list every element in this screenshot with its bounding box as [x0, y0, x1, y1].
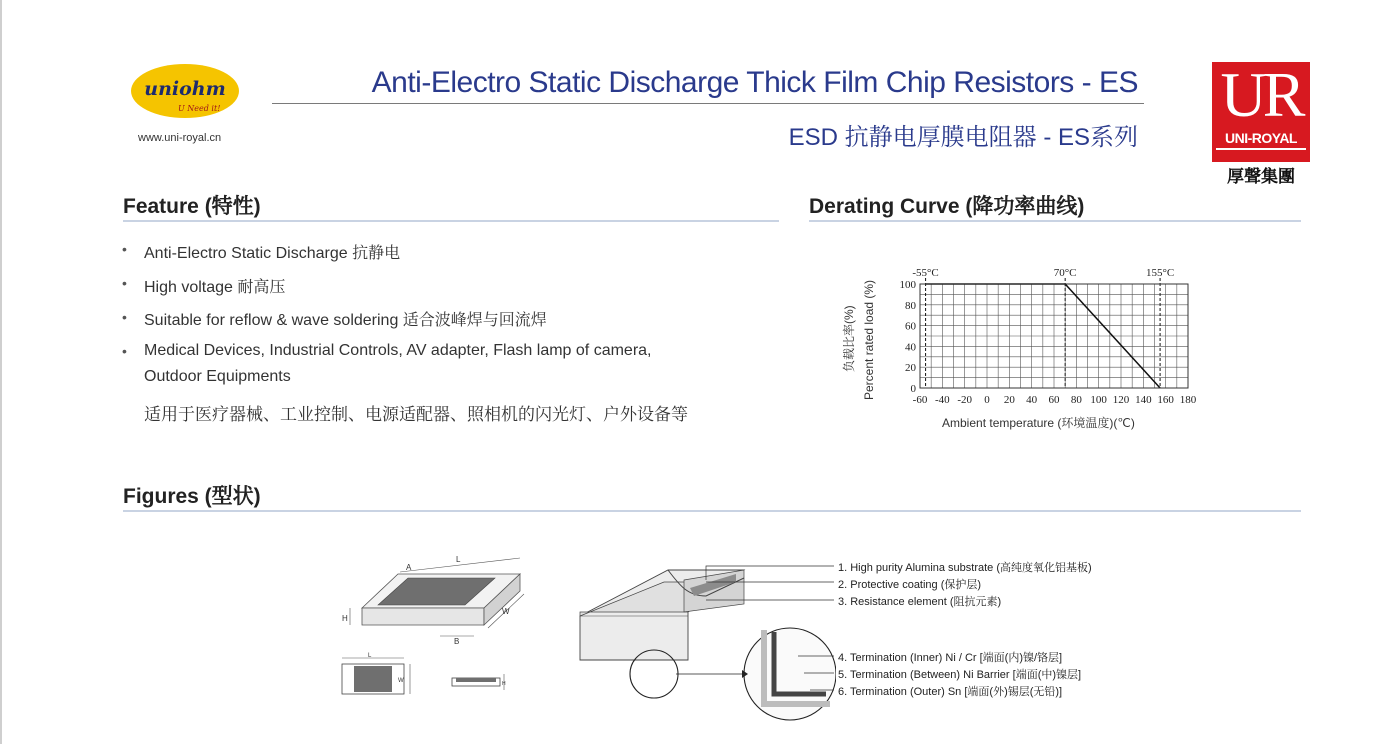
chip-top-and-side-views [336, 652, 516, 700]
chart-xlabel: Ambient temperature (环境温度)(℃) [942, 416, 1135, 430]
ur-logo-brand: UNI-ROYAL [1225, 130, 1297, 146]
x-tick-label: 120 [1112, 394, 1130, 406]
feature-item: High voltage 耐高压 [144, 279, 286, 296]
x-tick-label: -40 [934, 394, 950, 406]
chart-ylabel-cn: 负载比率(%) [842, 305, 856, 372]
website-url[interactable]: www.uni-royal.cn [138, 132, 222, 144]
x-tick-label: 0 [984, 394, 990, 406]
chart-grid [920, 284, 1188, 388]
x-tick-label: 40 [1026, 394, 1038, 406]
ur-logo-underline [1216, 148, 1306, 150]
x-tick-label: 140 [1135, 394, 1152, 406]
feature-item: Anti-Electro Static Discharge 抗静电 [144, 245, 401, 262]
derating-chart [890, 262, 1210, 414]
figure-legend-item: 3. Resistance element (阻抗元素) [838, 596, 1002, 608]
y-tick-label: 40 [905, 341, 916, 354]
chart-top-label: -55°C [912, 267, 939, 279]
derating-heading: Derating Curve (降功率曲线) [809, 195, 1085, 218]
feature-heading: Feature (特性) [123, 195, 261, 218]
uniohm-logo-text: uniohm [144, 78, 226, 100]
dim-B-label: B [454, 637, 460, 646]
dim-H-label: H [502, 681, 506, 687]
x-tick-label: 20 [1003, 394, 1015, 406]
figure-legend-item: 5. Termination (Between) Ni Barrier [端面(中)镍层] [838, 669, 1082, 681]
x-tick-label: 160 [1157, 394, 1174, 406]
bullet-dot: • [122, 309, 127, 325]
chart-x-ticks [913, 394, 1197, 406]
y-tick-label: 100 [899, 279, 916, 291]
dim-W-label: W [398, 678, 404, 684]
feature-item-continued: Outdoor Equipments [144, 368, 291, 385]
chart-top-labels [912, 267, 1174, 279]
figure-legend-item: 2. Protective coating (保护层) [838, 579, 982, 591]
x-tick-label: -60 [912, 394, 928, 406]
feature-item: Medical Devices, Industrial Controls, AV adapter, Flash lamp of camera, [144, 342, 652, 359]
page-title-cn: ESD 抗静电厚膜电阻器 - ES系列 [788, 124, 1138, 151]
feature-item-cn: 适用于医疗器械、工业控制、电源适配器、照相机的闪光灯、户外设备等 [144, 405, 688, 424]
dim-L-label: L [456, 555, 461, 564]
feature-rule [123, 220, 779, 222]
figures-rule [123, 510, 1301, 512]
ur-logo-cn: 厚聲集團 [1227, 167, 1295, 187]
chart-top-label: 70°C [1053, 267, 1077, 279]
dim-H-label: H [342, 614, 348, 623]
y-tick-label: 0 [910, 383, 916, 395]
feature-item: Suitable for reflow & wave soldering 适合波峰焊与回流焊 [144, 312, 547, 329]
figure-legend-item: 6. Termination (Outer) Sn [端面(外)锡层(无铅)] [838, 686, 1063, 698]
dim-L-label: L [368, 653, 372, 659]
x-tick-label: 80 [1070, 394, 1082, 406]
x-tick-label: 60 [1048, 394, 1060, 406]
derating-rule [809, 220, 1301, 222]
chip-dimension-drawing [330, 548, 540, 648]
bullet-dot: • [122, 241, 127, 257]
figures-heading: Figures (型状) [123, 485, 261, 508]
chart-ylabel-en: Percent rated load (%) [862, 279, 876, 400]
y-tick-label: 80 [905, 299, 916, 312]
dim-W-label: W [502, 607, 510, 616]
bullet-dot: • [122, 343, 127, 359]
uniohm-logo-tagline: U Need it! [178, 104, 221, 113]
y-tick-label: 20 [905, 362, 916, 375]
x-tick-label: -20 [957, 394, 973, 406]
x-tick-label: 100 [1090, 394, 1107, 406]
chart-top-label: 155°C [1145, 267, 1175, 279]
page-title-en: Anti-Electro Static Discharge Thick Film Chip Resistors - ES [371, 66, 1138, 99]
x-tick-label: 180 [1179, 394, 1197, 406]
ur-logo-letters: UR [1220, 59, 1302, 130]
figure-callout-lines [700, 560, 840, 700]
chart-y-ticks [900, 279, 917, 395]
bullet-dot: • [122, 275, 127, 291]
figure-legend-item: 1. High purity Alumina substrate (高纯度氧化铝基板) [838, 562, 1092, 574]
figure-legend-item: 4. Termination (Inner) Ni / Cr [端面(内)镍/铬层] [838, 652, 1063, 664]
page-left-border [0, 0, 2, 744]
y-tick-label: 60 [905, 320, 916, 333]
dim-A-label: A [406, 563, 412, 572]
title-divider [272, 103, 1144, 104]
